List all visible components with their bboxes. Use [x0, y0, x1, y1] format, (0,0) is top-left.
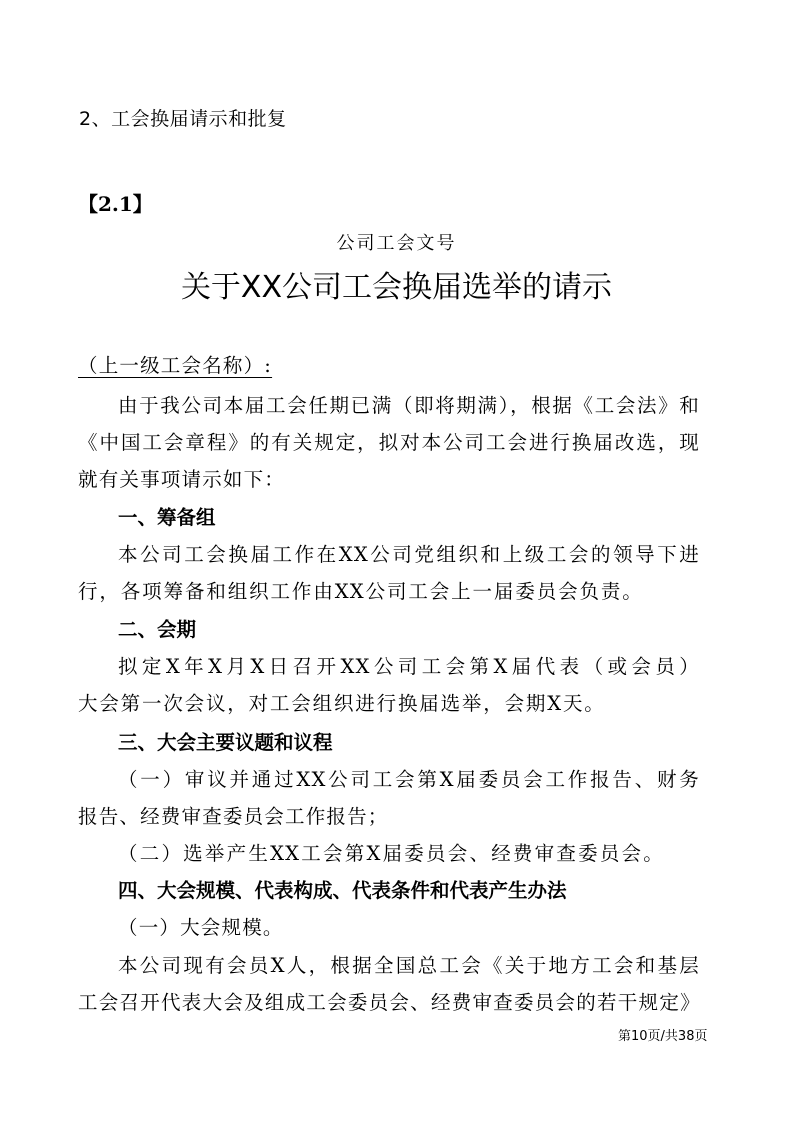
intro-line-1: 由于我公司本届工会任期已满（即将期满），根据《工会法》和 — [118, 394, 700, 417]
section-2-heading: 二、会期 — [118, 618, 197, 641]
section-3-item-1-line-1: （一）审议并通过XX公司工会第X届委员会工作报告、财务 — [118, 768, 700, 791]
section-4-line-1: 本公司现有会员X人，根据全国总工会《关于地方工会和基层 — [118, 954, 700, 977]
section-4-heading: 四、大会规模、代表构成、代表条件和代表产生办法 — [118, 879, 567, 902]
section-2-line-2: 大会第一次会议，对工会组织进行换届选举，会期X天。 — [78, 692, 605, 715]
intro-line-3: 就有关事项请示如下： — [78, 468, 286, 491]
document-title: 关于XX公司工会换届选举的请示 — [180, 270, 613, 305]
section-4-sub-1: （一）大会规模。 — [118, 916, 284, 939]
section-heading: 2、工会换届请示和批复 — [79, 108, 287, 130]
document-number: 公司工会文号 — [336, 233, 457, 254]
section-3-item-1-line-2: 报告、经费审查委员会工作报告； — [78, 805, 389, 828]
section-3-heading: 三、大会主要议题和议程 — [118, 731, 333, 754]
subsection-tag: 【2.1】 — [78, 192, 153, 216]
section-4-line-2: 工会召开代表大会及组成工会委员会、经费审查委员会的若干规定》 — [78, 991, 700, 1014]
section-1-line-2: 行，各项筹备和组织工作由XX公司工会上一届委员会负责。 — [78, 580, 643, 603]
section-1-line-1: 本公司工会换届工作在XX公司党组织和上级工会的领导下进 — [118, 543, 700, 566]
section-3-item-2: （二）选举产生XX工会第X届委员会、经费审查委员会。 — [118, 842, 664, 865]
intro-line-2: 《中国工会章程》的有关规定，拟对本公司工会进行换届改选，现 — [78, 431, 700, 454]
section-1-heading: 一、筹备组 — [118, 506, 216, 529]
section-2-line-1: 拟定X年X月X日召开XX公司工会第X届代表（或会员） — [118, 655, 700, 678]
page-footer: 第10页/共38页 — [618, 1029, 708, 1044]
salutation: （上一级工会名称）: — [78, 354, 273, 377]
